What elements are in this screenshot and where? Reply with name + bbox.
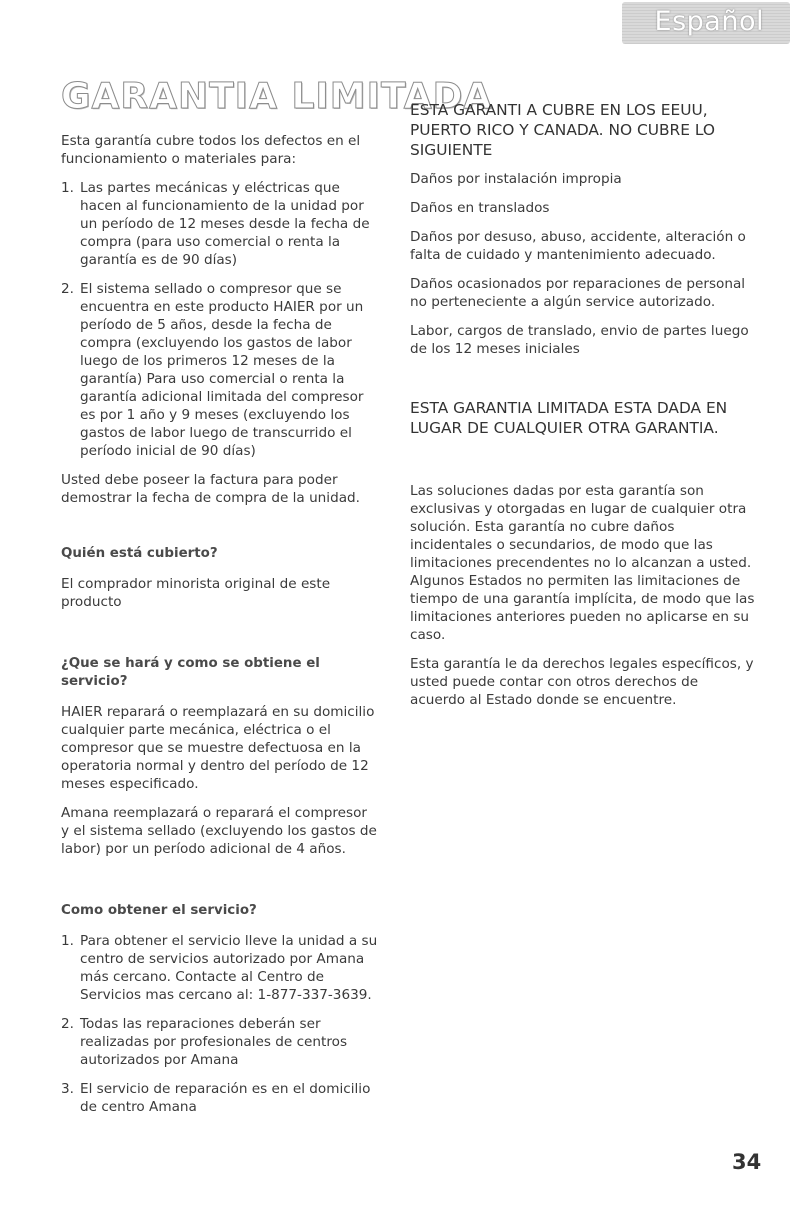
step-text: Todas las reparaciones deberán ser realizadas por profesionales de centros autorizados por Amana (80, 1016, 348, 1068)
item-number: 2. (61, 281, 74, 297)
page-title: GARANTIA LIMITADA (61, 76, 493, 117)
intro-text: Esta garantía cubre todos los defectos en el funcionamiento o materiales para: (61, 133, 361, 167)
coverage-item (61, 179, 379, 269)
page-number: 34 (732, 1150, 762, 1174)
language-tab (622, 2, 790, 44)
who-covered-heading: Quién está cubierto? (61, 546, 218, 561)
service-step (61, 1015, 379, 1069)
service-step (61, 932, 379, 1004)
service-text-2: Amana reemplazará o reparará el compresor y el sistema sellado (excluyendo los gastos de labor) por un período adicional de 4 años. (61, 805, 377, 857)
left-column (61, 132, 379, 1127)
step-text: El servicio de reparación es en el domicilio de centro Amana (80, 1081, 371, 1115)
how-to-obtain-heading: Como obtener el servicio? (61, 903, 257, 918)
exclusion-item: Daños por instalación impropia (410, 171, 622, 187)
in-lieu-statement: ESTA GARANTIA LIMITADA ESTA DADA EN LUGAR DE CUALQUIER OTRA GARANTIA. (410, 399, 728, 437)
step-number: 1. (61, 933, 74, 949)
service-heading: ¿Que se hará y como se obtiene el servicio? (61, 656, 320, 689)
right-column (410, 100, 755, 709)
coverage-item (61, 280, 379, 460)
item-text: El sistema sellado o compresor que se encuentra en este producto HAIER por un período de 5 años, desde la fecha de compra (excluyendo los gastos de labor luego de los primeros 12 meses de la garantía) Para uso comercial o renta la garantía adicional limitada del compresor es por 1 año y 9 meses (excluyendo los gastos de labor luego de transcurrido el período inicial de 90 días) (80, 281, 364, 459)
step-text: Para obtener el servicio lleve la unidad a su centro de servicios autorizado por Amana más cercano. Contacte al Centro de Servicios mas cercano al: 1-877-337-3639. (80, 933, 378, 1003)
step-number: 3. (61, 1081, 74, 1097)
item-text: Las partes mecánicas y eléctricas que hacen al funcionamiento de la unidad por un período de 12 meses desde la fecha de compra (para uso comercial o renta la garantía es de 90 días) (80, 180, 370, 268)
item-number: 1. (61, 180, 74, 196)
coverage-list (61, 179, 379, 460)
remedies-text: Las soluciones dadas por esta garantía son exclusivas y otorgadas en lugar de cualquier otra solución. Esta garantía no cubre daños incidentales o secundarios, de modo que las limitaciones precendentes no lo alcanzan a usted. Algunos Estados no permiten las limitaciones de tiempo de una garantía implícita, de modo que las limitaciones anteriores pueden no aplicarse en su caso. (410, 483, 755, 643)
exclusion-item: Labor, cargos de translado, envio de partes luego de los 12 meses iniciales (410, 323, 749, 357)
exclusion-item: Daños por desuso, abuso, accidente, alteración o falta de cuidado y mantenimiento adecuado. (410, 229, 746, 263)
coverage-region-heading: ESTA GARANTI A CUBRE EN LOS EEUU, PUERTO RICO Y CANADA. NO CUBRE LO SIGUIENTE (410, 101, 716, 159)
service-text-1: HAIER reparará o reemplazará en su domicilio cualquier parte mecánica, eléctrica o el compresor que se muestre defectuosa en la operatoria normal y dentro del período de 12 meses especificado. (61, 704, 375, 792)
exclusion-item: Daños en translados (410, 200, 550, 216)
exclusion-item: Daños ocasionados por reparaciones de personal no perteneciente a algún service autorizado. (410, 276, 746, 310)
language-label: Español (654, 6, 764, 37)
proof-of-purchase-text: Usted debe poseer la factura para poder demostrar la fecha de compra de la unidad. (61, 472, 360, 506)
service-steps-list (61, 932, 379, 1116)
step-number: 2. (61, 1016, 74, 1032)
legal-rights-text: Esta garantía le da derechos legales específicos, y usted puede contar con otros derechos de acuerdo al Estado donde se encuentre. (410, 656, 754, 708)
who-covered-text: El comprador minorista original de este producto (61, 576, 331, 610)
service-step (61, 1080, 379, 1116)
